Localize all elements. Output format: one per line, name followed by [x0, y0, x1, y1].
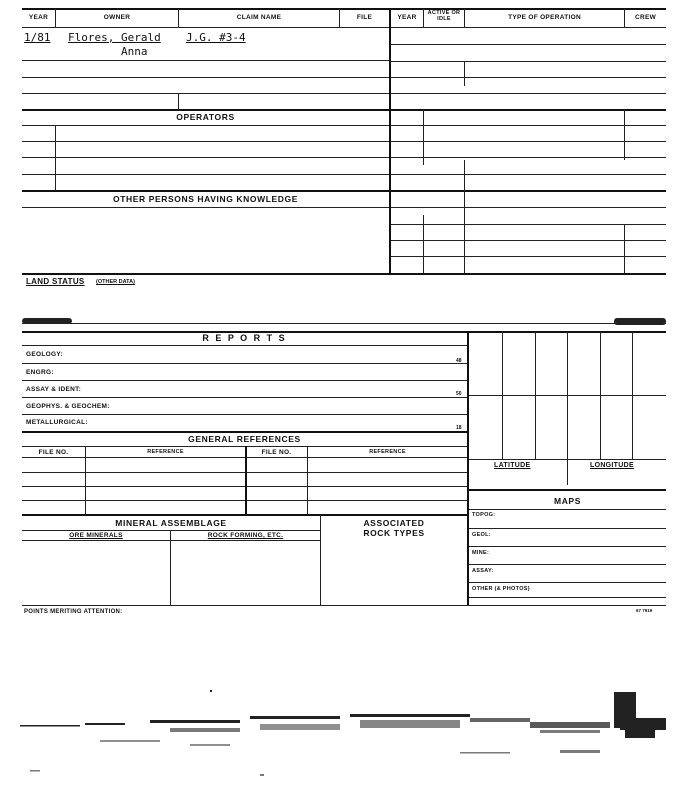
rock-types-label: ROCK TYPES: [363, 528, 425, 538]
entry-year: 1/81: [24, 31, 51, 44]
maps-other: OTHER (& PHOTOS): [472, 586, 530, 592]
report-engrg-label: ENGRG:: [26, 369, 54, 376]
scan-noise-graphic: [0, 680, 678, 790]
maps-title: MAPS: [554, 496, 581, 506]
reports-title: R E P O R T S: [202, 333, 287, 343]
header-active-idle: ACTIVE OR IDLE: [427, 10, 461, 22]
report-assay-num: 50: [456, 391, 462, 397]
gen-ref-file-no-1: FILE NO.: [38, 449, 69, 456]
land-status-label: LAND STATUS: [26, 277, 85, 286]
header-owner: OWNER: [103, 14, 131, 21]
points-meriting-attention: POINTS MERITING ATTENTION:: [24, 609, 123, 615]
header-year: YEAR: [28, 14, 49, 21]
report-geology-num: 48: [456, 358, 462, 364]
report-metallurgical-label: METALLURGICAL:: [26, 419, 88, 426]
maps-topog: TOPOG:: [472, 512, 496, 518]
header-crew: CREW: [634, 14, 657, 21]
land-status-sub: (OTHER DATA): [96, 279, 135, 285]
gen-ref-file-no-2: FILE NO.: [261, 449, 292, 456]
mineral-title: MINERAL ASSEMBLAGE: [115, 518, 227, 528]
associated-label: ASSOCIATED: [363, 518, 425, 528]
header-file: FILE: [356, 14, 373, 21]
entry-claim-name: J.G. #3-4: [186, 31, 246, 44]
latitude-label: LATITUDE: [494, 462, 531, 469]
maps-mine: MINE:: [472, 550, 490, 556]
entry-owner-line2: Anna: [121, 45, 148, 58]
header-claim-name: CLAIM NAME: [236, 14, 282, 21]
operators-label: OPERATORS: [176, 112, 235, 122]
header-year-2: YEAR: [397, 14, 417, 21]
header-type-of-operation: TYPE OF OPERATION: [508, 14, 581, 21]
longitude-label: LONGITUDE: [590, 462, 634, 469]
report-geophys-label: GEOPHYS. & GEOCHEM:: [26, 403, 110, 410]
rock-forming-label: ROCK FORMING, ETC.: [207, 532, 284, 539]
general-references-title: GENERAL REFERENCES: [188, 434, 301, 444]
other-persons-label: OTHER PERSONS HAVING KNOWLEDGE: [112, 194, 299, 204]
form-number: 67 7919: [636, 608, 653, 613]
gen-ref-reference-1: REFERENCE: [147, 449, 184, 455]
report-geology-label: GEOLOGY:: [26, 351, 63, 358]
maps-assay: ASSAY:: [472, 568, 494, 574]
gen-ref-reference-2: REFERENCE: [369, 449, 406, 455]
entry-owner: Flores, Gerald: [68, 31, 161, 44]
maps-geol: GEOL:: [472, 532, 491, 538]
report-assay-label: ASSAY & IDENT:: [26, 386, 82, 393]
ore-minerals-label: ORE MINERALS: [69, 532, 123, 539]
report-metallurgical-num: 18: [456, 425, 462, 431]
